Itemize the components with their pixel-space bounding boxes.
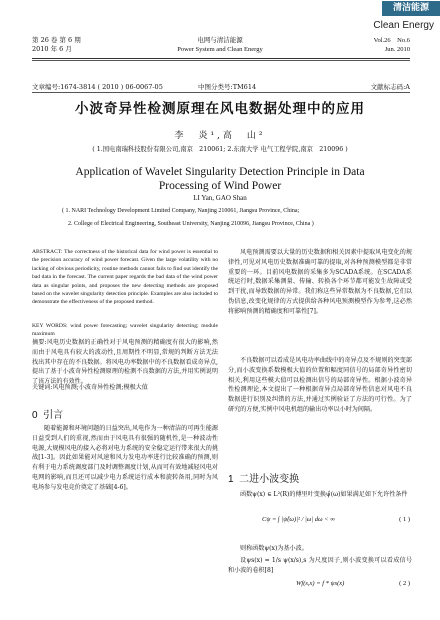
right-paragraph-2: 不良数据可以看成是风电功率曲线中的奇异点及不规则的突变部分,而小波变换系数模极大值的位置和幅度同信号的局部奇异性密切相关,利用这些模大值可以检测出信号的局部奇异性。根据小波奇异性检测理论,本文提出了一种根据奇异点局部奇异性信息对风电不良数据进行识别及纠错的方法,并通过实例验证了方法的可行性。为了研究的方便,实例中风电机组的输出功率以小时为间隔。 — [228, 357, 412, 413]
affiliation-chinese: ( 1.国电南瑞科技股份有限公司,南京 210061; 2.东南大学 电气工程学院,南京 210096 ) — [92, 146, 348, 153]
right-paragraph-3: 函数ψ(x) ∈ L²(R)的傅里叶变换ψ̂(ω)如果满足如下允许性条件 — [240, 491, 408, 498]
document-code: 文献标志码:A — [370, 83, 410, 91]
title-chinese: 小波奇异性检测原理在风电数据处理中的应用 — [75, 101, 365, 117]
section-1-heading: 1 二进小波变换 — [228, 474, 300, 485]
keywords-english: KEY WORDS: wind power forecasting; wavelet singularity detecting; module maximum — [32, 323, 218, 338]
right-paragraph-1: 风电预测需要以大量的历史数据和相关因素中提取风电变化的规律性,可见对风电历史数据准确可靠的提取,对各种预测模型都是非常重要的一环。目前风电数据的采集多为SCADA系统。在SCADA系统运行时,数据采集测量、传输、转换各个环节都可能发生故障或受到干扰,而导致数据的异常。我们称这些异常数据为不良数据,它们以伪信息,改变化规律的方式提供给各种风电预测模型作为参考,这必然将影响预测的精确度和可靠性[7]。 — [228, 249, 412, 315]
header-right: Vol.26 No.6 Jun. 2010 — [373, 37, 410, 53]
affiliation-english-1: ( 1. NARI Technology Development Limited Company, Nanjing 210061, Jiangsu Province, China; — [62, 208, 300, 214]
authors-chinese: 李 炎¹,高 山² — [174, 131, 266, 141]
abstract-english: ABSTRACT: The correctness of the historical data for wind power is essential to the precision accuracy of wind power forecast. Given the large volatility with no lacking of obvious periodicity, routine methods cannot fails to find out identify the bad data in the forecast. The current paper regards the bad data of the wind power data as singular points, and proposes the new detecting methods are proposed based on the wavelet singularity detection principle. Examples are also included to demonstrate the effectiveness of the proposed method. — [32, 249, 218, 306]
formula-1: Cψ = ∫ |ψ̂(ω)|² / |ω| dω < ∞ — [262, 516, 335, 523]
authors-english: LI Yan, GAO Shan — [193, 194, 247, 202]
title-english: Application of Wavelet Singularity Detection Principle in Data Processing of Wind Power — [75, 166, 365, 192]
header-rule-thin — [32, 60, 410, 61]
formula-2-number: ( 2 ) — [399, 580, 410, 587]
right-paragraph-4: 则称函数ψ(x)为基小波。 — [240, 545, 308, 552]
header-rule — [32, 58, 410, 59]
abstract-chinese: 摘要:风电历史数据的正确性对于风电预测的精确度有很大的影响,然而由于风电具有较大的波动性,且周期性不明显,常规的判断方法无法找出其中存在的不良数据。将风电功率数据中的不良数据看成奇异点,提出了基于小波奇异性检测原理的检测不良数据的方法,并用实例说明了该方法的有效性。 — [32, 339, 218, 386]
formula-1-number: ( 1 ) — [399, 516, 410, 523]
section-intro-heading: 0 引言 — [32, 410, 64, 421]
header-center: 电网与清洁能源 Power System and Clean Energy — [177, 36, 263, 53]
brand-english: Clean Energy — [373, 20, 434, 31]
right-paragraph-5: 设ψs(x) = 1/s ψ(x/s),s 为尺度因子,则小波变换可以看成信号和小波的卷积[8] — [228, 557, 412, 574]
meta-rule — [32, 92, 410, 93]
header-left: 第 26 卷 第 6 期 2010 年 6 月 — [32, 36, 81, 53]
keywords-chinese: 关键词:风电预测;小波奇异性检测;模极大值 — [32, 384, 148, 391]
brand-tag: 清洁能源 — [382, 1, 440, 16]
affiliation-english-2: 2. College of Electrical Engineering, Southeast University, Nanjing 210096, Jiangsu Province, China ) — [68, 221, 314, 227]
intro-paragraph: 随着能源和环境问题的日益突出,风电作为一种清洁的可再生能源日益受到人们的重视,然而由于风电具有很强的随机性,是一种波动性电源,大规模风电的接入必将对电力系统的安全稳定运行带来很大的挑战[1-3]。因此如果能对风速和风力发电功率进行比较准确的预测,则有利于电力系统调度部门及时调整调度计划,从而可有效地减轻风电对电网的影响,而且还可以减少电力系统运行成本和旋转备用,同时为风电场参与发电竞价奠定了基础[4-6]。 — [32, 425, 218, 491]
clc-number: 中图分类号:TM614 — [198, 83, 257, 91]
article-number: 文章编号:1674-3814 ( 2010 ) 06-0067-05 — [32, 83, 163, 91]
formula-2: Wf(s,x) = f * ψs(x) — [296, 580, 345, 587]
